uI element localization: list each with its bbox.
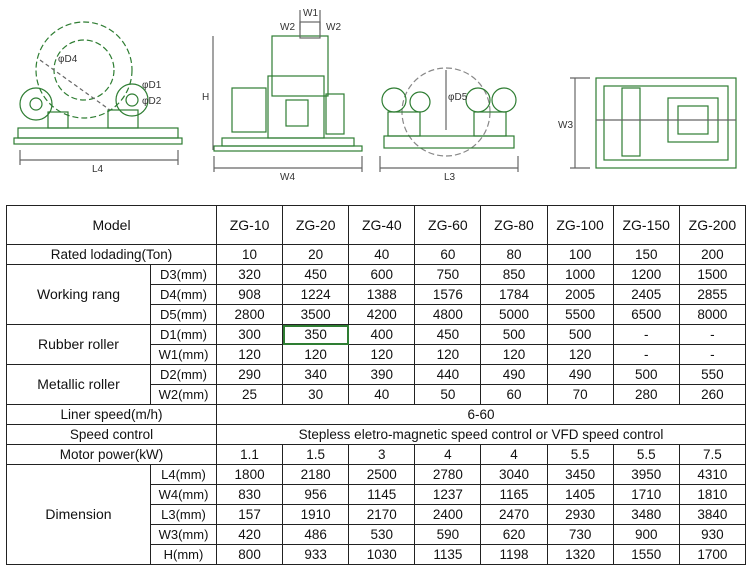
value-cell: 4 [481, 445, 547, 465]
model-cell: ZG-10 [217, 206, 283, 245]
label-d4: φD4 [58, 54, 78, 65]
value-cell: 390 [349, 365, 415, 385]
value-cell: 400 [349, 325, 415, 345]
sub-label: H(mm) [151, 545, 217, 565]
value-cell: 1910 [283, 505, 349, 525]
value-cell: 40 [349, 245, 415, 265]
drawing-side-view [14, 22, 182, 165]
value-cell: 2930 [547, 505, 613, 525]
metallic-label: Metallic roller [7, 365, 151, 405]
value-cell: 620 [481, 525, 547, 545]
label-w2-right: W2 [326, 22, 341, 33]
value-cell: 550 [679, 365, 745, 385]
value-cell: 908 [217, 285, 283, 305]
value-cell: - [613, 325, 679, 345]
sub-label: W2(mm) [151, 385, 217, 405]
value-cell: 600 [349, 265, 415, 285]
model-cell: ZG-100 [547, 206, 613, 245]
rubber-label: Rubber roller [7, 325, 151, 365]
label-l4: L4 [92, 164, 104, 175]
value-cell: 100 [547, 245, 613, 265]
value-cell: 2855 [679, 285, 745, 305]
rubber-row-d1 [7, 325, 746, 345]
model-cell: ZG-200 [679, 206, 745, 245]
rated-row [7, 245, 746, 265]
value-cell: - [679, 325, 745, 345]
value-cell: 1388 [349, 285, 415, 305]
value-cell: 50 [415, 385, 481, 405]
value-cell: 4310 [679, 465, 745, 485]
drawing-top-view [570, 78, 736, 168]
label-w4: W4 [280, 172, 295, 183]
value-cell: 340 [283, 365, 349, 385]
value-cell: 850 [481, 265, 547, 285]
model-label: Model [7, 206, 217, 245]
label-d1: φD1 [142, 80, 162, 91]
value-cell: 5.5 [547, 445, 613, 465]
model-cell: ZG-80 [481, 206, 547, 245]
drawing-end-view [213, 10, 362, 172]
value-cell: 120 [349, 345, 415, 365]
value-cell: 2005 [547, 285, 613, 305]
value-cell: 500 [547, 325, 613, 345]
value-cell: 1710 [613, 485, 679, 505]
value-cell: 486 [283, 525, 349, 545]
value-cell: 1135 [415, 545, 481, 565]
value-cell: 120 [415, 345, 481, 365]
value-cell: 1237 [415, 485, 481, 505]
spec-table [6, 205, 746, 565]
value-cell: 440 [415, 365, 481, 385]
value-cell: 5500 [547, 305, 613, 325]
value-cell: 300 [217, 325, 283, 345]
value-cell: 1576 [415, 285, 481, 305]
model-cell: ZG-150 [613, 206, 679, 245]
value-cell: 420 [217, 525, 283, 545]
value-cell: 25 [217, 385, 283, 405]
working-label: Working rang [7, 265, 151, 325]
value-cell: 120 [481, 345, 547, 365]
speed-control-value: Stepless eletro-magnetic speed control or VFD speed control [217, 425, 746, 445]
value-cell: 6500 [613, 305, 679, 325]
value-cell: 260 [679, 385, 745, 405]
value-cell: 500 [481, 325, 547, 345]
value-cell: 1320 [547, 545, 613, 565]
value-cell: 956 [283, 485, 349, 505]
drawing-idler-view [380, 68, 518, 172]
value-cell: 157 [217, 505, 283, 525]
value-cell: 490 [481, 365, 547, 385]
value-cell: 2500 [349, 465, 415, 485]
value-cell: 1165 [481, 485, 547, 505]
sub-label: D3(mm) [151, 265, 217, 285]
sub-label: W3(mm) [151, 525, 217, 545]
value-cell: 40 [349, 385, 415, 405]
value-cell: 4200 [349, 305, 415, 325]
sub-label: L3(mm) [151, 505, 217, 525]
value-cell: 750 [415, 265, 481, 285]
value-cell: 4800 [415, 305, 481, 325]
value-cell: 830 [217, 485, 283, 505]
sub-label: D1(mm) [151, 325, 217, 345]
label-w3: W3 [558, 120, 573, 131]
value-cell: 200 [679, 245, 745, 265]
value-cell: 5.5 [613, 445, 679, 465]
dimension-label: Dimension [7, 465, 151, 565]
value-cell: 1000 [547, 265, 613, 285]
value-cell: 3040 [481, 465, 547, 485]
selected-cell[interactable]: 350 [283, 325, 349, 345]
value-cell: 3950 [613, 465, 679, 485]
value-cell: 1405 [547, 485, 613, 505]
value-cell: 2405 [613, 285, 679, 305]
value-cell: 2470 [481, 505, 547, 525]
value-cell: 5000 [481, 305, 547, 325]
value-cell: 1500 [679, 265, 745, 285]
value-cell: 7.5 [679, 445, 745, 465]
value-cell: 20 [283, 245, 349, 265]
value-cell: 60 [415, 245, 481, 265]
model-cell: ZG-60 [415, 206, 481, 245]
speed-control-row [7, 425, 746, 445]
value-cell: 900 [613, 525, 679, 545]
value-cell: 1550 [613, 545, 679, 565]
value-cell: 3450 [547, 465, 613, 485]
label-h: H [202, 92, 210, 103]
value-cell: 1030 [349, 545, 415, 565]
value-cell: 290 [217, 365, 283, 385]
sub-label: W1(mm) [151, 345, 217, 365]
sub-label: D2(mm) [151, 365, 217, 385]
sub-label: L4(mm) [151, 465, 217, 485]
liner-speed-label: Liner speed(m/h) [7, 405, 217, 425]
model-cell: ZG-40 [349, 206, 415, 245]
label-w1: W1 [303, 8, 318, 19]
label-d2: φD2 [142, 96, 162, 107]
value-cell: 450 [415, 325, 481, 345]
value-cell: 490 [547, 365, 613, 385]
value-cell: 1224 [283, 285, 349, 305]
value-cell: 1.1 [217, 445, 283, 465]
value-cell: 730 [547, 525, 613, 545]
sub-label: D4(mm) [151, 285, 217, 305]
value-cell: 2400 [415, 505, 481, 525]
sub-label: D5(mm) [151, 305, 217, 325]
value-cell: 2180 [283, 465, 349, 485]
label-l3: L3 [444, 172, 456, 183]
value-cell: 60 [481, 385, 547, 405]
value-cell: 1198 [481, 545, 547, 565]
value-cell: 1.5 [283, 445, 349, 465]
value-cell: 280 [613, 385, 679, 405]
value-cell: 3 [349, 445, 415, 465]
rated-label: Rated lodading(Ton) [7, 245, 217, 265]
value-cell: 2780 [415, 465, 481, 485]
value-cell: 800 [217, 545, 283, 565]
value-cell: 8000 [679, 305, 745, 325]
value-cell: 10 [217, 245, 283, 265]
model-row [7, 206, 746, 245]
liner-speed-value: 6-60 [217, 405, 746, 425]
value-cell: 933 [283, 545, 349, 565]
value-cell: 1800 [217, 465, 283, 485]
value-cell: 530 [349, 525, 415, 545]
value-cell: 3840 [679, 505, 745, 525]
value-cell: 70 [547, 385, 613, 405]
speed-control-label: Speed control [7, 425, 217, 445]
value-cell: 120 [217, 345, 283, 365]
value-cell: 930 [679, 525, 745, 545]
model-cell: ZG-20 [283, 206, 349, 245]
value-cell: 1810 [679, 485, 745, 505]
value-cell: 30 [283, 385, 349, 405]
dimension-row-l4 [7, 465, 746, 485]
motor-power-row [7, 445, 746, 465]
value-cell: 450 [283, 265, 349, 285]
value-cell: 120 [547, 345, 613, 365]
value-cell: 80 [481, 245, 547, 265]
value-cell: 2800 [217, 305, 283, 325]
label-w2-left: W2 [280, 22, 295, 33]
motor-power-label: Motor power(kW) [7, 445, 217, 465]
metallic-row-d2 [7, 365, 746, 385]
value-cell: 3480 [613, 505, 679, 525]
value-cell: 150 [613, 245, 679, 265]
sub-label: W4(mm) [151, 485, 217, 505]
value-cell: 4 [415, 445, 481, 465]
value-cell: 3500 [283, 305, 349, 325]
value-cell: 500 [613, 365, 679, 385]
value-cell: 1200 [613, 265, 679, 285]
label-d5: φD5 [448, 92, 468, 103]
value-cell: - [679, 345, 745, 365]
value-cell: 320 [217, 265, 283, 285]
value-cell: - [613, 345, 679, 365]
working-row-d3 [7, 265, 746, 285]
technical-drawings [0, 0, 750, 190]
value-cell: 590 [415, 525, 481, 545]
value-cell: 1784 [481, 285, 547, 305]
value-cell: 1145 [349, 485, 415, 505]
value-cell: 120 [283, 345, 349, 365]
liner-speed-row [7, 405, 746, 425]
value-cell: 2170 [349, 505, 415, 525]
value-cell: 1700 [679, 545, 745, 565]
